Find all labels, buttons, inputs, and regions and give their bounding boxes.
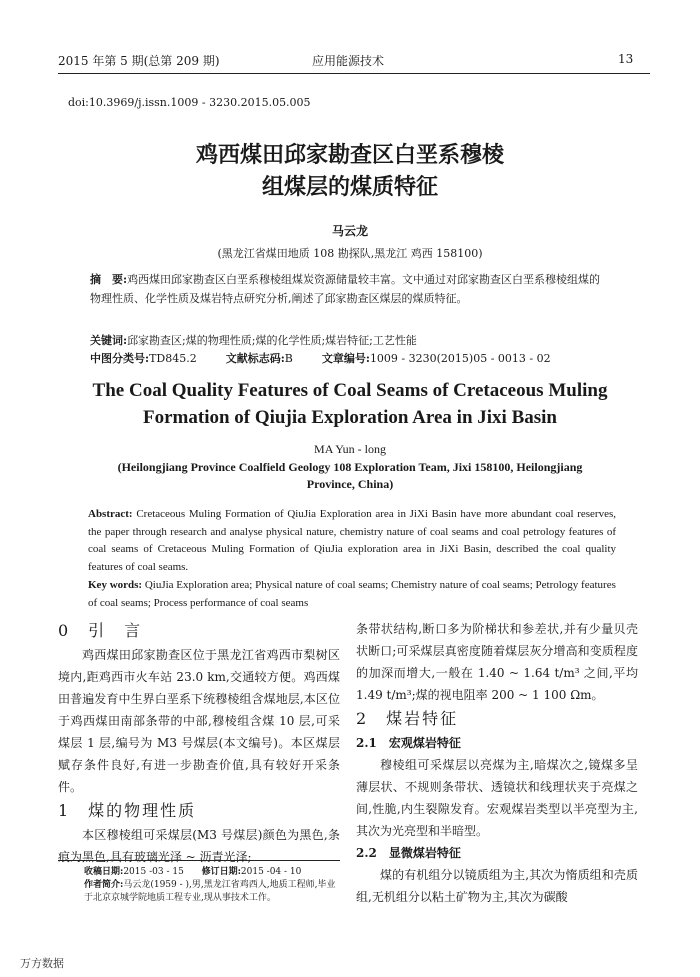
right-col-text-1: 条带状结构,断口多为阶梯状和参差状,并有少量贝壳状断口;可采煤层真密度随着煤层灰分增高和变质程度的加深而增大,一般在 1.40 ~ 1.64 t/m³ 之间,平均 1.49 t/m³;煤的视电阻率 200 ~ 1 100 Ωm。 <box>356 622 638 702</box>
abstract-en-label: Abstract: <box>88 508 133 520</box>
affiliation-en-line-2: Province, China) <box>306 477 394 491</box>
header-rule <box>58 73 650 74</box>
clc-value: TD845.2 <box>149 352 197 365</box>
author-en: MA Yun - long <box>314 442 386 456</box>
header-issue: 2015 年第 5 期(总第 209 期) <box>58 54 220 68</box>
title-cn-line-1: 鸡西煤田邱家勘查区白垩系穆棱 <box>195 142 504 168</box>
keywords-en-text: QiuJia Exploration area; Physical nature of coal seams; Chemistry nature of coal seams; Petrology features of coal seams; Process performance of coal seams <box>88 579 616 609</box>
keywords-en <box>88 577 616 612</box>
subsection-2-1-heading: 2.1 宏观煤岩特征 <box>356 736 461 750</box>
revised-date: 2015 -04 - 10 <box>240 867 302 877</box>
abstract-cn-label: 摘 要: <box>90 273 128 286</box>
footnote-author <box>84 879 338 905</box>
section-1-heading: 1 煤的物理性质 <box>58 801 197 820</box>
author-cn: 马云龙 <box>331 224 368 238</box>
subsection-2-2-text: 煤的有机组分以镜质组为主,其次为惰质组和壳质组,无机组分以粘土矿物为主,其次为碳酸 <box>356 868 638 904</box>
received-label: 收稿日期: <box>84 867 124 877</box>
subsection-2-2-heading: 2.2 显微煤岩特征 <box>356 846 461 860</box>
article-no-value: 1009 - 3230(2015)05 - 0013 - 02 <box>369 352 551 365</box>
keywords-cn-text: 邱家勘查区;煤的物理性质;煤的化学性质;煤岩特征;工艺性能 <box>127 334 417 347</box>
affiliation-en-line-1: (Heilongjiang Province Coalfield Geology 108 Exploration Team, Jixi 158100, Heilongjiang <box>117 460 583 474</box>
revised-label: 修订日期: <box>201 867 241 877</box>
doi: doi:10.3969/j.issn.1009 - 3230.2015.05.005 <box>68 96 311 109</box>
article-no-label: 文章编号: <box>321 352 370 365</box>
keywords-cn-label: 关键词: <box>90 334 128 347</box>
section-1-text: 本区穆棱组可采煤层(M3 号煤层)颜色为黑色,条痕为黑色,具有玻璃光泽 ~ 沥青光泽; <box>58 828 340 864</box>
title-en-line-2: Formation of Qiujia Exploration Area in Jixi Basin <box>143 407 557 428</box>
watermark: 万方数据 <box>20 957 64 970</box>
abstract-cn <box>90 270 610 308</box>
section-0-heading: 0 引 言 <box>58 621 143 640</box>
section-0-text: 鸡西煤田邱家勘查区位于黑龙江省鸡西市梨树区境内,距鸡西市火车站 23.0 km,交通较方便。鸡西煤田普遍发育中生界白垩系下统穆棱组含煤地层,本区位于鸡西煤田南部条带的中部,穆棱组含煤 10 层,可采煤层 1 层,编号为 M3 号煤层(本文编号)。本区煤层赋存条件良好,有进一步勘查价值,具有较好开采条件。 <box>58 648 340 794</box>
left-column <box>58 618 340 868</box>
clc-label: 中图分类号: <box>90 352 150 365</box>
doc-code-value: B <box>284 352 293 365</box>
section-2-heading: 2 煤岩特征 <box>356 709 459 728</box>
abstract-cn-text: 鸡西煤田邱家勘查区白垩系穆棱组煤炭资源储量较丰富。文中通过对邱家勘查区白垩系穆棱组煤的物理性质、化学性质及煤岩特点研究分析,阐述了邱家勘查区煤层的煤质特征。 <box>90 273 601 305</box>
footnote-rule <box>58 860 340 861</box>
subsection-2-1-text: 穆棱组可采煤层以亮煤为主,暗煤次之,镜煤多呈薄层状、不规则条带状、透镜状和线理状夹于亮煤之间,性脆,内生裂隙发育。宏观煤岩类型以半亮型为主,其次为光亮型和半暗型。 <box>356 758 638 838</box>
classification-line <box>90 349 610 368</box>
doc-code-label: 文献标志码: <box>225 352 285 365</box>
abstract-en-text: Cretaceous Muling Formation of QiuJia Exploration area in JiXi Basin have more abundant coal reserves, the paper through research and analyse physical nature, chemistry nature of coal seams and coal petrology features of coal seams of Cretaceous Muling Formation of QiuJia exploration area in JiXi Basin, described the coal quality features of coal seams. <box>88 508 616 573</box>
affiliation-cn: (黑龙江省煤田地质 108 勘探队,黑龙江 鸡西 158100) <box>217 247 483 260</box>
author-bio-label: 作者简介: <box>84 880 124 890</box>
title-cn-line-2: 组煤层的煤质特征 <box>261 174 438 200</box>
footnote <box>84 866 338 905</box>
keywords-cn <box>90 331 610 350</box>
footnote-dates <box>84 866 338 879</box>
received-date: 2015 -03 - 15 <box>123 867 184 877</box>
right-column <box>356 618 638 908</box>
author-bio-text: 马云龙(1959 - ),男,黑龙江省鸡西人,地质工程师,毕业于北京京城学院地质工程专业,现从事技术工作。 <box>84 880 336 903</box>
keywords-en-label: Key words: <box>88 579 143 591</box>
header-page-number: 13 <box>618 52 634 66</box>
title-en-line-1: The Coal Quality Features of Coal Seams of Cretaceous Muling <box>92 380 608 401</box>
abstract-en <box>88 506 616 576</box>
header-journal: 应用能源技术 <box>312 54 385 68</box>
